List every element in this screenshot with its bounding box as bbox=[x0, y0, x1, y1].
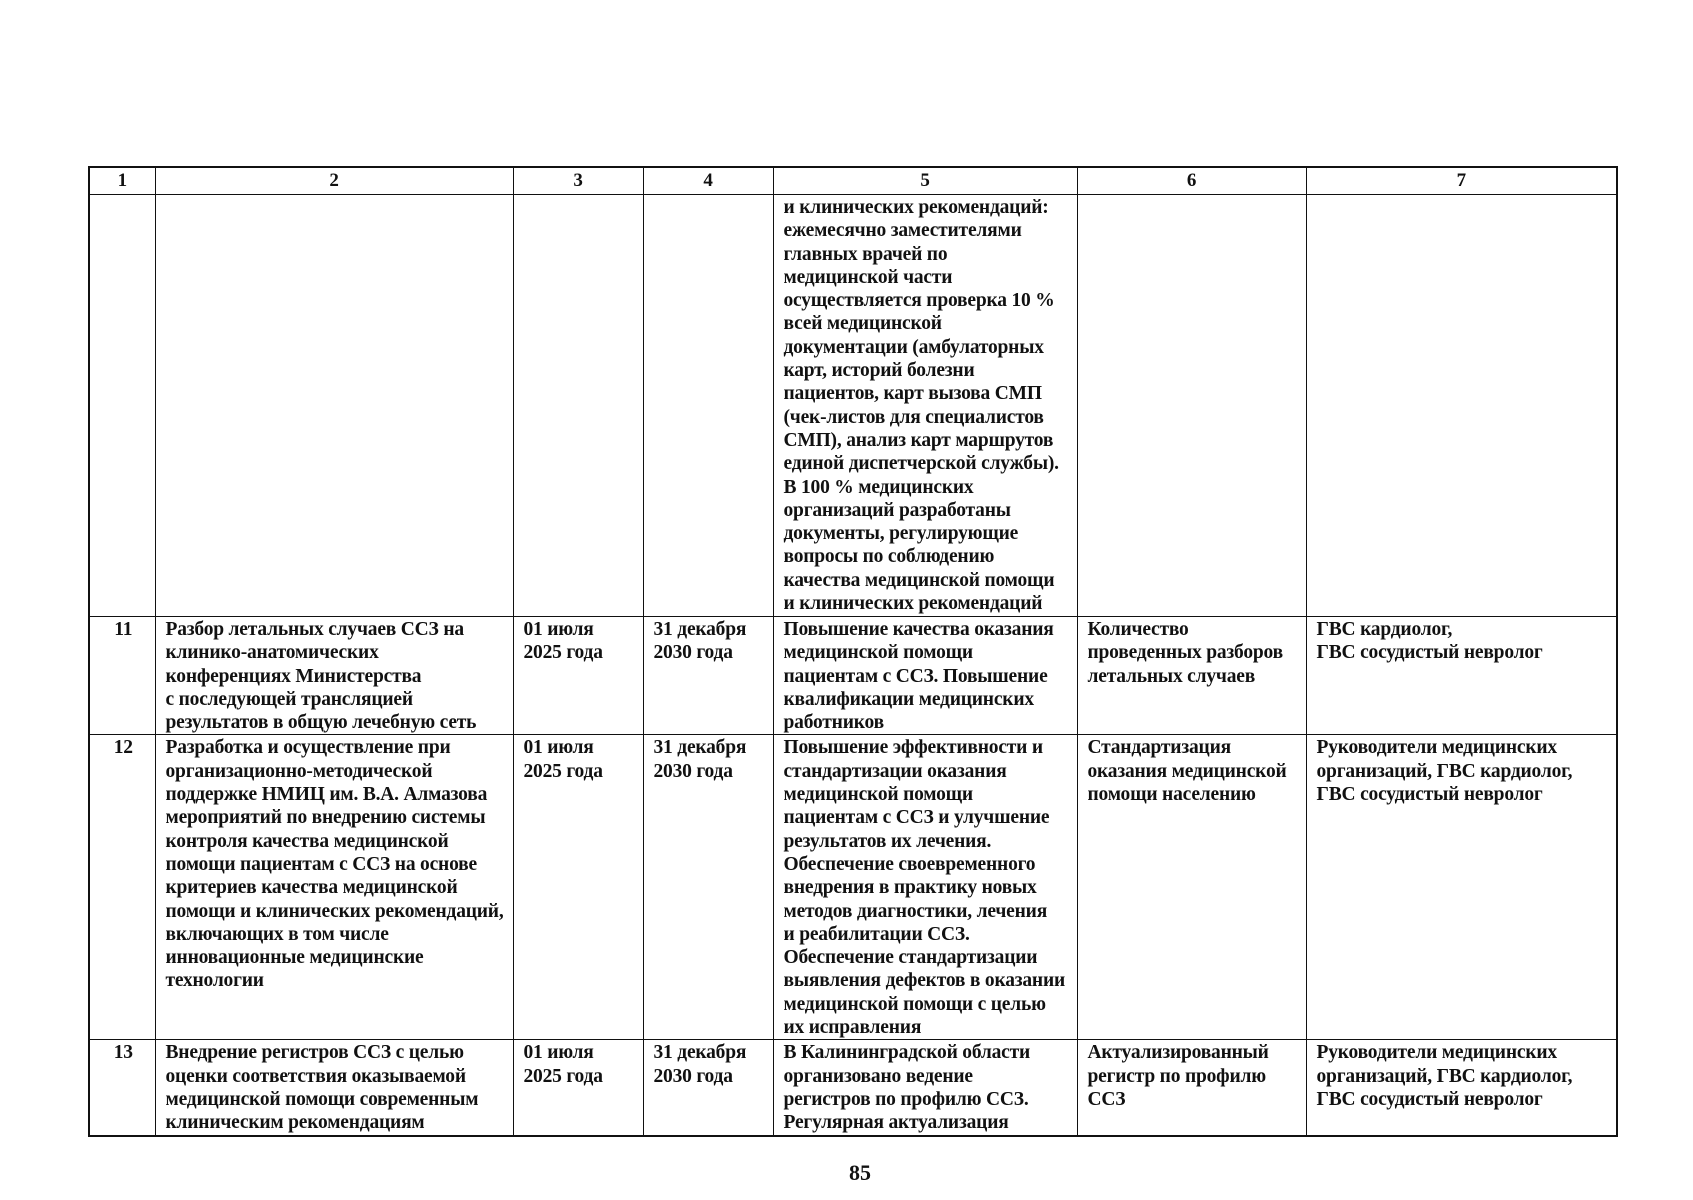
cell-measure-name: Разработка и осуществление при организационно-методической поддержке НМИЦ им. В.А. Алмазова мероприятий по внедрению системы контроля качества медицинской помощи пациентам с ССЗ на основе критериев качества медицинской помощи и клинических рекомендаций, включающих в том числе инновационные медицинские технологии bbox=[155, 735, 513, 1040]
col-header-1: 1 bbox=[89, 167, 155, 195]
cell-empty bbox=[155, 195, 513, 617]
cell-result: Повышение эффективности и стандартизации оказания медицинской помощи пациентам с ССЗ и улучшение результатов их лечения. Обеспечение своевременного внедрения в практику новых методов диагностики, лечения и реабилитации ССЗ. Обеспечение стандартизации выявления дефектов в оказании медицинской помощи с целью их исправления bbox=[773, 735, 1077, 1040]
table-row bbox=[89, 735, 1617, 1040]
col-header-7: 7 bbox=[1306, 167, 1617, 195]
col-header-4: 4 bbox=[643, 167, 773, 195]
cell-number: 11 bbox=[89, 617, 155, 735]
col-header-6: 6 bbox=[1077, 167, 1306, 195]
col-header-5: 5 bbox=[773, 167, 1077, 195]
cell-empty bbox=[643, 195, 773, 617]
cell-empty bbox=[1077, 195, 1306, 617]
measures-table bbox=[88, 166, 1618, 1137]
table-row bbox=[89, 617, 1617, 735]
cell-number: 12 bbox=[89, 735, 155, 1040]
cell-result-continuation: и клинических рекомендаций: ежемесячно заместителями главных врачей по медицинской части осуществляется проверка 10 % всей медицинской документации (амбулаторных карт, историй болезни пациентов, карт вызова СМП (чек-листов для специалистов СМП), анализ карт маршрутов единой диспетчерской службы). В 100 % медицинских организаций разработаны документы, регулирующие вопросы по соблюдению качества медицинской помощи и клинических рекомендаций bbox=[773, 195, 1077, 617]
cell-number: 13 bbox=[89, 1040, 155, 1136]
cell-result: Повышение качества оказания медицинской помощи пациентам с ССЗ. Повышение квалификации медицинских работников bbox=[773, 617, 1077, 735]
col-header-3: 3 bbox=[513, 167, 643, 195]
cell-indicator: Актуализированный регистр по профилю ССЗ bbox=[1077, 1040, 1306, 1136]
page-number: 85 bbox=[849, 1160, 871, 1185]
col-header-2: 2 bbox=[155, 167, 513, 195]
cell-start-date: 01 июля 2025 года bbox=[513, 735, 643, 1040]
cell-end-date: 31 декабря 2030 года bbox=[643, 617, 773, 735]
cell-responsible: Руководители медицинских организаций, ГВС кардиолог, ГВС сосудистый невролог bbox=[1306, 735, 1617, 1040]
cell-empty bbox=[89, 195, 155, 617]
table-row-continuation bbox=[89, 195, 1617, 617]
cell-end-date: 31 декабря 2030 года bbox=[643, 735, 773, 1040]
cell-start-date: 01 июля 2025 года bbox=[513, 617, 643, 735]
cell-indicator: Количество проведенных разборов летальных случаев bbox=[1077, 617, 1306, 735]
cell-measure-name: Разбор летальных случаев ССЗ на клинико-анатомических конференциях Министерства с последующей трансляцией результатов в общую лечебную сеть bbox=[155, 617, 513, 735]
header-row bbox=[89, 167, 1617, 195]
cell-result: В Калининградской области организовано ведение регистров по профилю ССЗ. Регулярная актуализация bbox=[773, 1040, 1077, 1136]
cell-measure-name: Внедрение регистров ССЗ с целью оценки соответствия оказываемой медицинской помощи современным клиническим рекомендациям bbox=[155, 1040, 513, 1136]
cell-responsible: ГВС кардиолог, ГВС сосудистый невролог bbox=[1306, 617, 1617, 735]
table-row bbox=[89, 1040, 1617, 1136]
cell-start-date: 01 июля 2025 года bbox=[513, 1040, 643, 1136]
cell-empty bbox=[513, 195, 643, 617]
cell-end-date: 31 декабря 2030 года bbox=[643, 1040, 773, 1136]
cell-empty bbox=[1306, 195, 1617, 617]
cell-responsible: Руководители медицинских организаций, ГВС кардиолог, ГВС сосудистый невролог bbox=[1306, 1040, 1617, 1136]
cell-indicator: Стандартизация оказания медицинской помощи населению bbox=[1077, 735, 1306, 1040]
